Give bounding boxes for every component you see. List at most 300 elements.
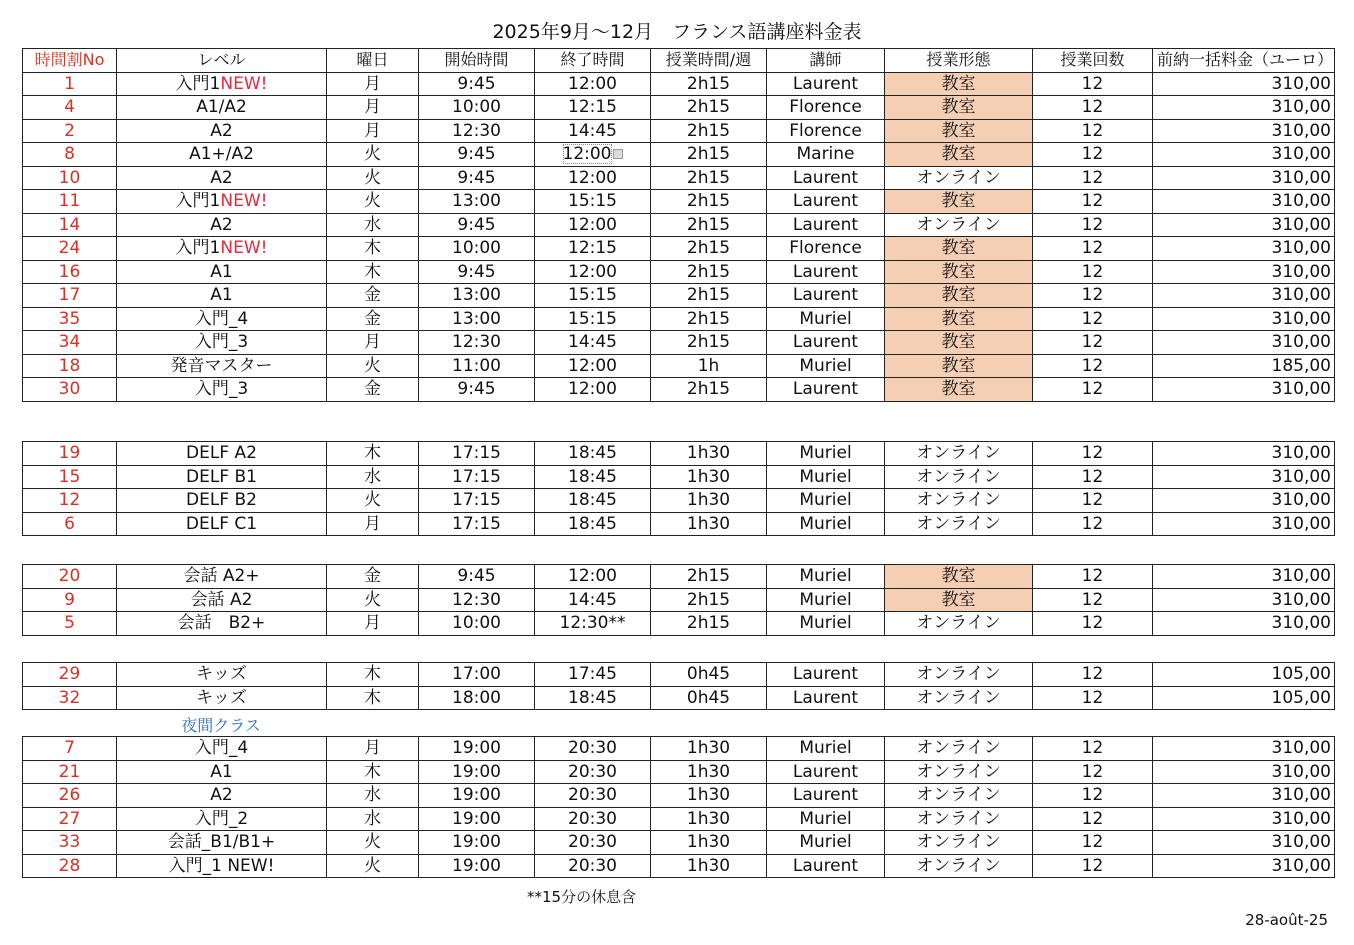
cell-day: 木: [327, 760, 419, 784]
cell-day: 月: [327, 72, 419, 96]
cell-hours: 2h15: [651, 588, 767, 612]
new-badge: NEW!: [220, 238, 268, 259]
cell-level: [117, 442, 327, 466]
table-row: [23, 686, 1335, 710]
cell-no: 17: [23, 284, 117, 308]
cell-start: 19:00: [419, 737, 535, 761]
header-row: [23, 49, 1335, 73]
cell-day: 月: [327, 612, 419, 636]
level-text: 会話_B1/B1+: [167, 832, 276, 853]
cell-fee: 310,00: [1153, 831, 1335, 855]
night-table: [22, 736, 1335, 878]
cell-day: 月: [327, 96, 419, 120]
cell-start: 11:00: [419, 354, 535, 378]
table-row: [23, 354, 1335, 378]
cell-no: 12: [23, 489, 117, 513]
cell-teacher: Muriel: [767, 831, 885, 855]
cell-start: 9:45: [419, 143, 535, 167]
header-cell: 曜日: [327, 49, 419, 73]
cell-fee: 310,00: [1153, 72, 1335, 96]
cell-end: 12:00: [535, 166, 651, 190]
cell-fee: 310,00: [1153, 565, 1335, 589]
cell-hours: 2h15: [651, 565, 767, 589]
cell-level: [117, 237, 327, 261]
level-text: 入門_4: [194, 738, 249, 759]
cell-end: 14:45: [535, 588, 651, 612]
level-text: 入門_4: [194, 308, 249, 329]
level-text: DELF B1: [186, 466, 257, 487]
cell-no: 32: [23, 686, 117, 710]
cell-end: [535, 143, 651, 167]
table-row: [23, 737, 1335, 761]
cell-teacher: Florence: [767, 96, 885, 120]
cell-count: 12: [1033, 96, 1153, 120]
header-cell: 終了時間: [535, 49, 651, 73]
cell-format: 教室: [885, 96, 1033, 120]
cell-fee: 105,00: [1153, 663, 1335, 687]
cell-start: 19:00: [419, 831, 535, 855]
level-text: DELF A2: [186, 443, 257, 464]
cell-fee: 310,00: [1153, 512, 1335, 536]
header-cell: レベル: [117, 49, 327, 73]
cell-format: オンライン: [885, 663, 1033, 687]
footnote: **15分の休息含: [527, 888, 637, 906]
cell-level: [117, 213, 327, 237]
cell-format: オンライン: [885, 784, 1033, 808]
cell-count: 12: [1033, 166, 1153, 190]
cell-no: 30: [23, 378, 117, 402]
cell-count: 12: [1033, 760, 1153, 784]
cell-start: 17:15: [419, 489, 535, 513]
cell-teacher: Marine: [767, 143, 885, 167]
header-cell: 授業回数: [1033, 49, 1153, 73]
cell-level: [117, 737, 327, 761]
cell-fee: 310,00: [1153, 284, 1335, 308]
table-row: [23, 854, 1335, 878]
cell-count: 12: [1033, 307, 1153, 331]
cell-level: [117, 284, 327, 308]
cell-fee: 310,00: [1153, 854, 1335, 878]
section-1-body: [23, 442, 1335, 536]
cell-end: 12:15: [535, 96, 651, 120]
table-row: [23, 119, 1335, 143]
cell-teacher: Muriel: [767, 307, 885, 331]
sheet-date: 28-août-25: [1245, 911, 1328, 929]
cell-count: 12: [1033, 72, 1153, 96]
cell-hours: 2h15: [651, 284, 767, 308]
cell-teacher: Laurent: [767, 331, 885, 355]
level-text: A1: [210, 261, 233, 282]
table-row: [23, 831, 1335, 855]
cell-count: 12: [1033, 260, 1153, 284]
cell-hours: 1h30: [651, 784, 767, 808]
cell-teacher: Muriel: [767, 442, 885, 466]
cell-end: 20:30: [535, 737, 651, 761]
cell-day: 金: [327, 307, 419, 331]
cell-end: 12:15: [535, 237, 651, 261]
cell-start: 12:30: [419, 331, 535, 355]
cell-end: 15:15: [535, 307, 651, 331]
table-row: [23, 190, 1335, 214]
section-3-body: [23, 663, 1335, 710]
cell-day: 火: [327, 354, 419, 378]
cell-level: [117, 854, 327, 878]
cell-start: 19:00: [419, 784, 535, 808]
cell-hours: 1h30: [651, 807, 767, 831]
level-text: A2: [210, 214, 233, 235]
section-2-body: [23, 565, 1335, 636]
cell-hours: 1h30: [651, 489, 767, 513]
table-row: [23, 465, 1335, 489]
selected-cell-text[interactable]: 12:00: [562, 144, 612, 165]
cell-count: 12: [1033, 737, 1153, 761]
cell-no: 7: [23, 737, 117, 761]
cell-start: 17:15: [419, 512, 535, 536]
cell-level: [117, 119, 327, 143]
table-row: [23, 237, 1335, 261]
cell-level: [117, 331, 327, 355]
cell-fee: 310,00: [1153, 784, 1335, 808]
cell-end: 18:45: [535, 489, 651, 513]
cell-teacher: Muriel: [767, 354, 885, 378]
cell-start: 19:00: [419, 807, 535, 831]
table-row: [23, 72, 1335, 96]
cell-level: [117, 143, 327, 167]
cell-fee: 310,00: [1153, 760, 1335, 784]
table-row: [23, 143, 1335, 167]
level-text: 会話 A2+: [183, 566, 260, 587]
cell-day: 火: [327, 489, 419, 513]
cell-no: 1: [23, 72, 117, 96]
cell-start: 19:00: [419, 760, 535, 784]
cell-teacher: Laurent: [767, 760, 885, 784]
cell-fee: 310,00: [1153, 307, 1335, 331]
level-text: 入門_1 NEW!: [168, 855, 275, 876]
cell-day: 金: [327, 284, 419, 308]
cell-format: オンライン: [885, 686, 1033, 710]
cell-hours: 1h30: [651, 465, 767, 489]
cell-no: 14: [23, 213, 117, 237]
cell-format: 教室: [885, 143, 1033, 167]
cell-teacher: Muriel: [767, 489, 885, 513]
cell-teacher: Laurent: [767, 190, 885, 214]
cell-teacher: Muriel: [767, 512, 885, 536]
level-text: 入門1: [175, 191, 221, 212]
cell-start: 9:45: [419, 72, 535, 96]
cell-count: 12: [1033, 565, 1153, 589]
cell-no: 2: [23, 119, 117, 143]
cell-teacher: Muriel: [767, 807, 885, 831]
table-row: [23, 378, 1335, 402]
cell-count: 12: [1033, 489, 1153, 513]
cell-day: 火: [327, 588, 419, 612]
level-text: 発音マスター: [170, 355, 273, 376]
cell-format: オンライン: [885, 442, 1033, 466]
cell-level: [117, 512, 327, 536]
cell-no: 35: [23, 307, 117, 331]
cell-start: 10:00: [419, 237, 535, 261]
cell-no: 29: [23, 663, 117, 687]
cell-no: 24: [23, 237, 117, 261]
table-row: [23, 213, 1335, 237]
cell-format: 教室: [885, 378, 1033, 402]
cell-hours: 1h30: [651, 512, 767, 536]
cell-start: 19:00: [419, 854, 535, 878]
cell-hours: 2h15: [651, 72, 767, 96]
cell-fee: 310,00: [1153, 378, 1335, 402]
cell-fee: 310,00: [1153, 331, 1335, 355]
cell-hours: 2h15: [651, 378, 767, 402]
level-text: A1: [210, 761, 233, 782]
cell-end: 18:45: [535, 442, 651, 466]
cell-count: 12: [1033, 831, 1153, 855]
cell-no: 6: [23, 512, 117, 536]
cell-count: 12: [1033, 143, 1153, 167]
cell-day: 木: [327, 237, 419, 261]
cell-end: 12:00: [535, 260, 651, 284]
cell-end: 12:00: [535, 354, 651, 378]
cell-no: 28: [23, 854, 117, 878]
level-text: A1+/A2: [189, 144, 254, 165]
cell-teacher: Laurent: [767, 260, 885, 284]
cell-hours: 2h15: [651, 612, 767, 636]
cell-end: 20:30: [535, 831, 651, 855]
table-row: [23, 307, 1335, 331]
cell-end: 15:15: [535, 284, 651, 308]
cell-no: 16: [23, 260, 117, 284]
cell-teacher: Muriel: [767, 588, 885, 612]
cell-teacher: Muriel: [767, 737, 885, 761]
cell-start: 17:15: [419, 465, 535, 489]
cell-day: 木: [327, 663, 419, 687]
cell-teacher: Laurent: [767, 72, 885, 96]
cell-end: 18:45: [535, 465, 651, 489]
table-row: [23, 663, 1335, 687]
level-text: 入門1: [175, 238, 221, 259]
cell-end: 12:00: [535, 213, 651, 237]
header-cell: 時間割No: [23, 49, 117, 73]
cell-start: 9:45: [419, 213, 535, 237]
cell-start: 10:00: [419, 612, 535, 636]
cell-hours: 2h15: [651, 260, 767, 284]
cell-fee: 310,00: [1153, 119, 1335, 143]
cell-day: 木: [327, 260, 419, 284]
cell-level: [117, 831, 327, 855]
cell-count: 12: [1033, 663, 1153, 687]
cell-count: 12: [1033, 378, 1153, 402]
cell-end: 18:45: [535, 512, 651, 536]
table-row: [23, 588, 1335, 612]
cell-day: 木: [327, 442, 419, 466]
cell-hours: 0h45: [651, 686, 767, 710]
cell-count: 12: [1033, 784, 1153, 808]
cell-teacher: Laurent: [767, 284, 885, 308]
cell-no: 11: [23, 190, 117, 214]
cell-fee: 310,00: [1153, 807, 1335, 831]
cell-level: [117, 686, 327, 710]
cell-teacher: Florence: [767, 119, 885, 143]
table-row: [23, 489, 1335, 513]
cell-format: オンライン: [885, 737, 1033, 761]
dropdown-icon[interactable]: [613, 149, 623, 159]
new-badge: NEW!: [220, 191, 268, 212]
section-0-body: [23, 72, 1335, 401]
cell-format: 教室: [885, 237, 1033, 261]
cell-start: 13:00: [419, 284, 535, 308]
cell-end: 15:15: [535, 190, 651, 214]
cell-format: オンライン: [885, 213, 1033, 237]
table-row: [23, 565, 1335, 589]
level-text: A2: [210, 120, 233, 141]
header-cell: 講師: [767, 49, 885, 73]
cell-count: 12: [1033, 854, 1153, 878]
cell-hours: 1h30: [651, 760, 767, 784]
cell-format: オンライン: [885, 465, 1033, 489]
cell-start: 13:00: [419, 307, 535, 331]
cell-format: 教室: [885, 354, 1033, 378]
cell-no: 8: [23, 143, 117, 167]
cell-no: 9: [23, 588, 117, 612]
cell-format: オンライン: [885, 807, 1033, 831]
cell-level: [117, 760, 327, 784]
cell-fee: 310,00: [1153, 143, 1335, 167]
cell-fee: 310,00: [1153, 442, 1335, 466]
cell-day: 月: [327, 737, 419, 761]
cell-day: 水: [327, 807, 419, 831]
cell-count: 12: [1033, 119, 1153, 143]
cell-no: 5: [23, 612, 117, 636]
cell-format: オンライン: [885, 831, 1033, 855]
cell-teacher: Laurent: [767, 663, 885, 687]
cell-fee: 105,00: [1153, 686, 1335, 710]
cell-fee: 310,00: [1153, 588, 1335, 612]
cell-teacher: Laurent: [767, 213, 885, 237]
cell-no: 34: [23, 331, 117, 355]
cell-start: 17:15: [419, 442, 535, 466]
cell-end: 12:30**: [535, 612, 651, 636]
cell-format: 教室: [885, 119, 1033, 143]
cell-count: 12: [1033, 237, 1153, 261]
cell-end: 12:00: [535, 378, 651, 402]
cell-level: [117, 190, 327, 214]
cell-hours: 2h15: [651, 96, 767, 120]
cell-day: 水: [327, 465, 419, 489]
cell-teacher: Laurent: [767, 166, 885, 190]
cell-format: オンライン: [885, 612, 1033, 636]
header-cell: 授業時間/週: [651, 49, 767, 73]
cell-end: 14:45: [535, 119, 651, 143]
cell-level: [117, 260, 327, 284]
cell-end: 20:30: [535, 760, 651, 784]
cell-format: 教室: [885, 190, 1033, 214]
level-text: 会話 A2: [190, 589, 253, 610]
cell-fee: 310,00: [1153, 96, 1335, 120]
cell-format: オンライン: [885, 854, 1033, 878]
cell-start: 9:45: [419, 166, 535, 190]
cell-no: 15: [23, 465, 117, 489]
cell-hours: 2h15: [651, 307, 767, 331]
cell-count: 12: [1033, 612, 1153, 636]
cell-end: 12:00: [535, 72, 651, 96]
cell-level: [117, 489, 327, 513]
cell-day: 火: [327, 854, 419, 878]
cell-no: 27: [23, 807, 117, 831]
cell-format: 教室: [885, 565, 1033, 589]
level-text: A2: [210, 785, 233, 806]
cell-day: 火: [327, 190, 419, 214]
cell-end: 14:45: [535, 331, 651, 355]
cell-hours: 2h15: [651, 119, 767, 143]
cell-teacher: Muriel: [767, 565, 885, 589]
cell-day: 月: [327, 512, 419, 536]
level-text: 会話 B2+: [177, 613, 266, 634]
level-text: 入門_2: [194, 808, 249, 829]
cell-level: [117, 354, 327, 378]
cell-start: 18:00: [419, 686, 535, 710]
cell-start: 12:30: [419, 588, 535, 612]
level-text: 入門_3: [194, 332, 249, 353]
level-text: キッズ: [196, 687, 247, 708]
cell-level: [117, 378, 327, 402]
cell-no: 20: [23, 565, 117, 589]
cell-end: 20:30: [535, 784, 651, 808]
level-text: キッズ: [196, 664, 247, 685]
kids-table: [22, 662, 1335, 710]
cell-count: 12: [1033, 442, 1153, 466]
cell-format: 教室: [885, 331, 1033, 355]
cell-format: オンライン: [885, 760, 1033, 784]
cell-hours: 2h15: [651, 331, 767, 355]
cell-hours: 2h15: [651, 237, 767, 261]
cell-fee: 310,00: [1153, 612, 1335, 636]
cell-format: オンライン: [885, 489, 1033, 513]
header-cell: 授業形態: [885, 49, 1033, 73]
section-4-body: [23, 737, 1335, 878]
table-row: [23, 807, 1335, 831]
cell-level: [117, 166, 327, 190]
cell-hours: 2h15: [651, 166, 767, 190]
cell-fee: 310,00: [1153, 237, 1335, 261]
level-text: 入門1: [175, 73, 221, 94]
cell-hours: 1h30: [651, 442, 767, 466]
cell-count: 12: [1033, 512, 1153, 536]
cell-day: 月: [327, 119, 419, 143]
cell-count: 12: [1033, 190, 1153, 214]
cell-end: 17:45: [535, 663, 651, 687]
cell-start: 9:45: [419, 565, 535, 589]
cell-format: 教室: [885, 307, 1033, 331]
cell-no: 10: [23, 166, 117, 190]
cell-end: 20:30: [535, 807, 651, 831]
table-row: [23, 442, 1335, 466]
cell-format: オンライン: [885, 512, 1033, 536]
cell-fee: 310,00: [1153, 190, 1335, 214]
header-cell: 前納一括料金（ユーロ）: [1153, 49, 1335, 73]
cell-count: 12: [1033, 588, 1153, 612]
conversation-table: [22, 564, 1335, 636]
cell-no: 4: [23, 96, 117, 120]
cell-level: [117, 807, 327, 831]
cell-hours: 2h15: [651, 143, 767, 167]
sheet-title: 2025年9月〜12月 フランス語講座料金表: [492, 21, 862, 43]
cell-start: 17:00: [419, 663, 535, 687]
table-row: [23, 512, 1335, 536]
cell-count: 12: [1033, 213, 1153, 237]
cell-fee: 310,00: [1153, 465, 1335, 489]
cell-no: 26: [23, 784, 117, 808]
cell-level: [117, 784, 327, 808]
cell-no: 18: [23, 354, 117, 378]
